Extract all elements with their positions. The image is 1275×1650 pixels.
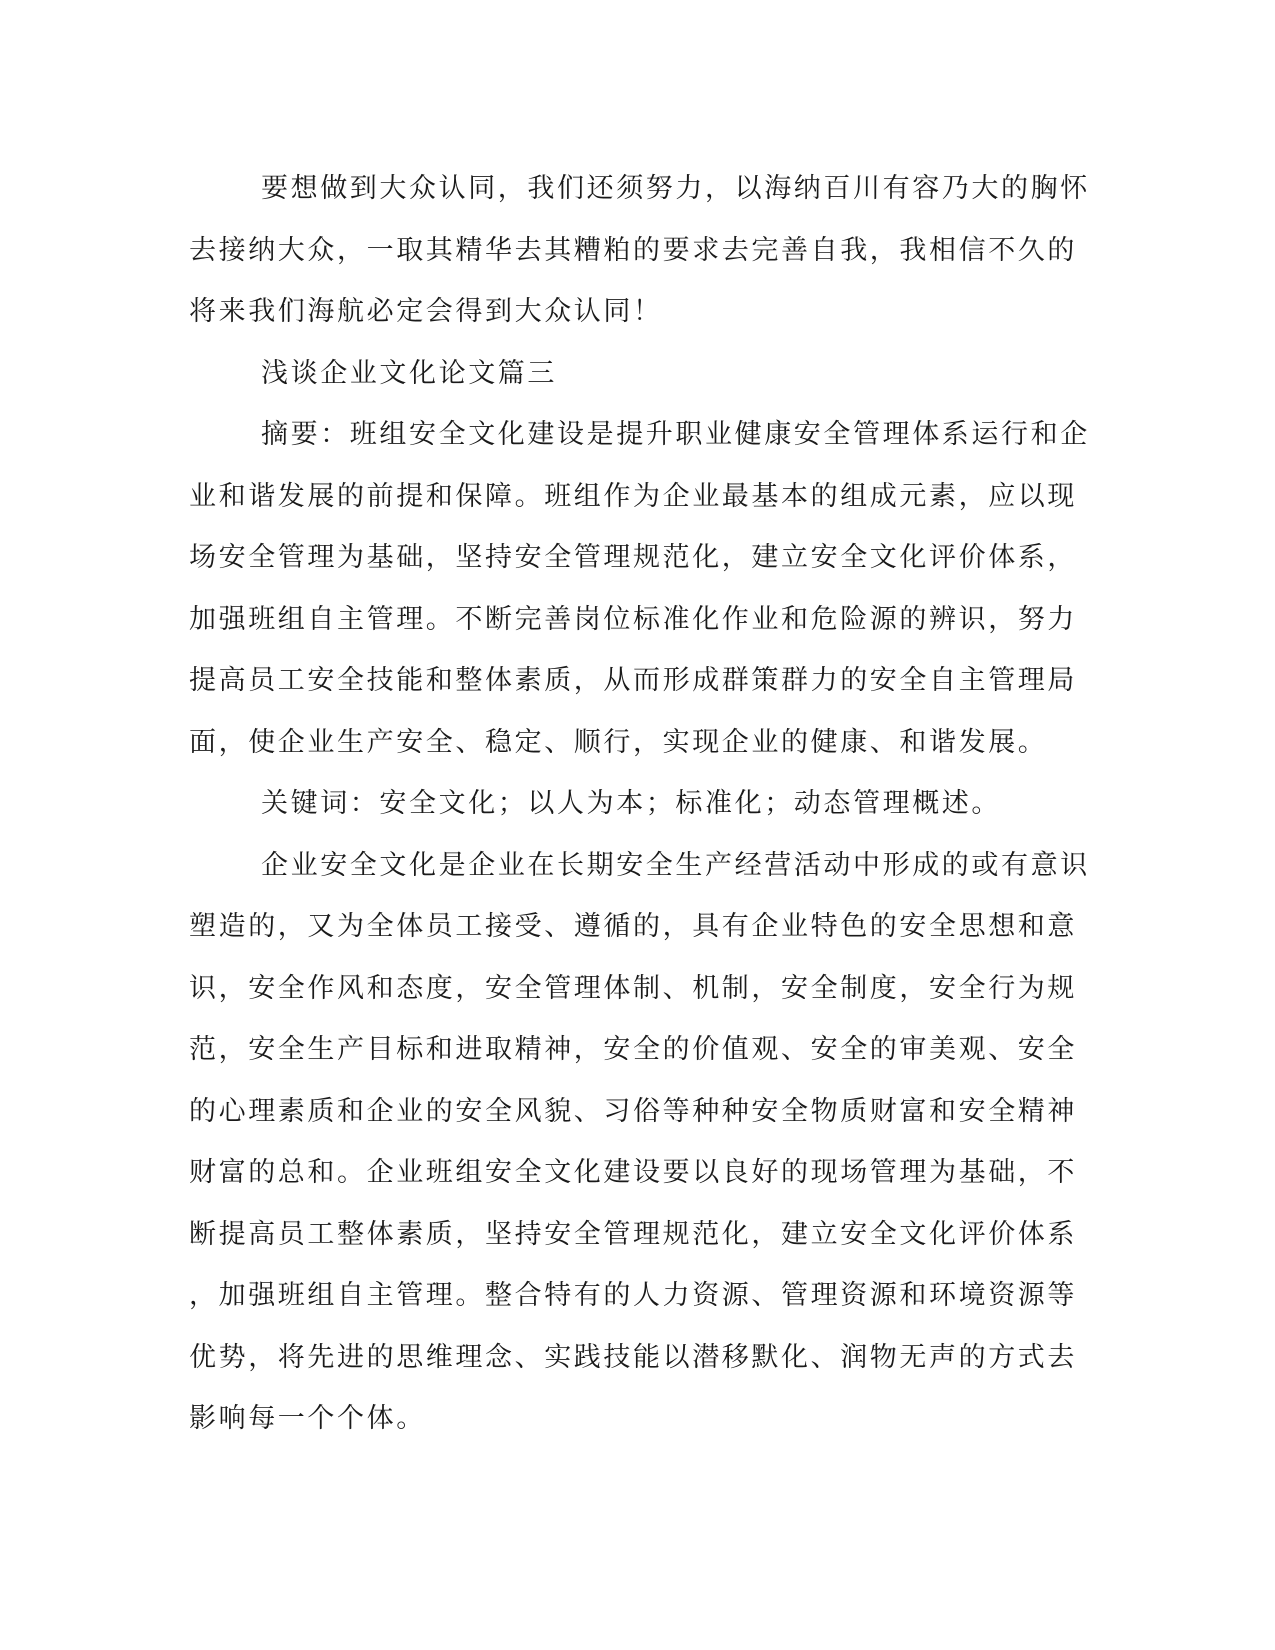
section-title: 浅谈企业文化论文篇三 (261, 357, 557, 389)
text-line: 塑造的，又为全体员工接受、遵循的，具有企业特色的安全思想和意 (189, 911, 1077, 942)
text-line: 影响每一个个体。 (189, 1403, 426, 1434)
text-line: 的心理素质和企业的安全风貌、习俗等种种安全物质财富和安全精神 (189, 1095, 1077, 1127)
text-line: 范，安全生产目标和进取精神，安全的价值观、安全的审美观、安全 (189, 1034, 1077, 1065)
text-line: 场安全管理为基础，坚持安全管理规范化，建立安全文化评价体系， (189, 542, 1077, 573)
body-paragraph (189, 835, 1090, 1450)
text-line: 优势，将先进的思维理念、实践技能以潜移默化、润物无声的方式去 (189, 1341, 1077, 1373)
paragraph-closing (189, 158, 1090, 343)
text-line: 要想做到大众认同，我们还须努力，以海纳百川有容乃大的胸怀 (261, 173, 1090, 204)
text-line: 财富的总和。企业班组安全文化建设要以良好的现场管理为基础，不 (189, 1157, 1077, 1188)
text-line: 业和谐发展的前提和保障。班组作为企业最基本的组成元素，应以现 (189, 480, 1077, 512)
text-line: 摘要：班组安全文化建设是提升职业健康安全管理体系运行和企 (261, 419, 1090, 450)
text-line: 提高员工安全技能和整体素质，从而形成群策群力的安全自主管理局 (189, 665, 1077, 696)
text-line: 加强班组自主管理。不断完善岗位标准化作业和危险源的辨识，努力 (189, 603, 1077, 635)
text-line: 去接纳大众，一取其精华去其糟粕的要求去完善自我，我相信不久的 (189, 234, 1077, 266)
text-line: 将来我们海航必定会得到大众认同！ (189, 296, 663, 327)
text-line: 面，使企业生产安全、稳定、顺行，实现企业的健康、和谐发展。 (189, 726, 1048, 758)
keywords-line: 关键词：安全文化；以人为本；标准化；动态管理概述。 (261, 788, 1001, 819)
abstract-paragraph (189, 404, 1090, 773)
text-line: 企业安全文化是企业在长期安全生产经营活动中形成的或有意识 (261, 849, 1090, 881)
text-line: 断提高员工整体素质，坚持安全管理规范化，建立安全文化评价体系 (189, 1218, 1077, 1250)
text-line: 识，安全作风和态度，安全管理体制、机制，安全制度，安全行为规 (189, 972, 1077, 1004)
text-line: ，加强班组自主管理。整合特有的人力资源、管理资源和环境资源等 (189, 1280, 1077, 1311)
document-body (189, 158, 1090, 1450)
